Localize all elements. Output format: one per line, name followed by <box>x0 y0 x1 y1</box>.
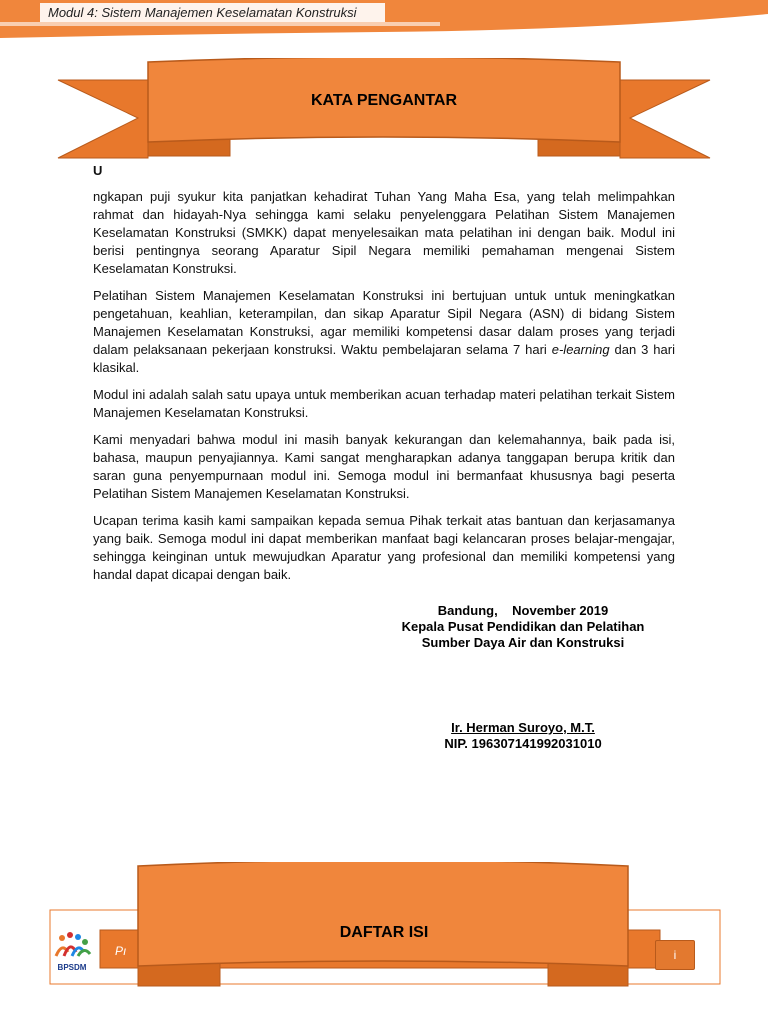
top-ribbon-banner <box>0 58 768 162</box>
signatory-identity <box>372 720 674 752</box>
bpsdm-logo-icon <box>50 930 94 974</box>
paragraph-5: Ucapan terima kasih kami sampaikan kepada semua Pihak terkait atas bantuan dan kerjasamanya yang baik. Semoga modul ini dapat memberikan manfaat bagi kelancaran proses belajar-mengajar, sehingga keinginan untuk mewujudkan Aparatur yang profesional dan memiliki kompetensi yang handal dapat dicapai dengan baik. <box>93 513 675 582</box>
signatory-position-2: Sumber Daya Air dan Konstruksi <box>421 635 625 650</box>
signature-block <box>372 603 674 651</box>
footer-partial-text: Pı <box>115 944 127 958</box>
section-title-kata-pengantar: KATA PENGANTAR <box>310 92 458 109</box>
section-title-daftar-isi: DAFTAR ISI <box>339 924 429 941</box>
header-title: Modul 4: Sistem Manajemen Keselamatan Konstruksi <box>48 5 357 20</box>
foreword-body <box>93 162 675 593</box>
page-number: i <box>655 940 695 970</box>
elearning-term: e-learning <box>551 342 610 357</box>
drop-cap: U <box>93 163 103 178</box>
logo-text: BPSDM <box>57 963 87 972</box>
paragraph-2: Pelatihan Sistem Manajemen Keselamatan Konstruksi ini bertujuan untuk untuk meningkatkan pengetahuan, keahlian, keterampilan, dan sikap Aparatur Sipil Negara (ASN) di bidang Sistem Manajemen Keselamatan Konstruksi, agar memiliki kompetensi dasar dalam proses yang terjadi dalam pelaksanaan pekerjaan konstruksi. Waktu pembelajaran selama 7 hari e-learning dan 3 hari klasikal. <box>93 288 675 375</box>
paragraph-4: Kami menyadari bahwa modul ini masih banyak kekurangan dan kelemahannya, baik pada isi, bahasa, maupun penyajiannya. Kami sangat mengharapkan adanya tanggapan berupa kritik dan saran guna penyempurnaan modul ini. Semoga modul ini bermanfaat khususnya bagi peserta Pelatihan Sistem Manajemen Keselamatan Konstruksi. <box>93 432 675 501</box>
paragraph-1: ngkapan puji syukur kita panjatkan kehadirat Tuhan Yang Maha Esa, yang telah melimpahkan rahmat dan hidayah-Nya sehingga kami selaku penyelenggara Pelatihan Sistem Manajemen Keselamatan Konstruksi (SMKK) dapat menyelesaikan mata pelatihan ini dengan baik. Modul ini berisi pentingnya seorang Aparatur Sipil Negara memiliki pemahaman mengenai Sistem Keselamatan Konstruksi. <box>93 189 675 276</box>
signatory-name: Ir. Herman Suroyo, M.T. <box>451 720 595 735</box>
signatory-nip: NIP. 196307141992031010 <box>444 736 602 751</box>
place-date: Bandung, November 2019 <box>437 603 609 618</box>
paragraph-3: Modul ini adalah salah satu upaya untuk memberikan acuan terhadap materi pelatihan terkait Sistem Manajemen Keselamatan Konstruksi. <box>93 387 675 420</box>
signatory-position-1: Kepala Pusat Pendidikan dan Pelatihan <box>401 619 645 634</box>
